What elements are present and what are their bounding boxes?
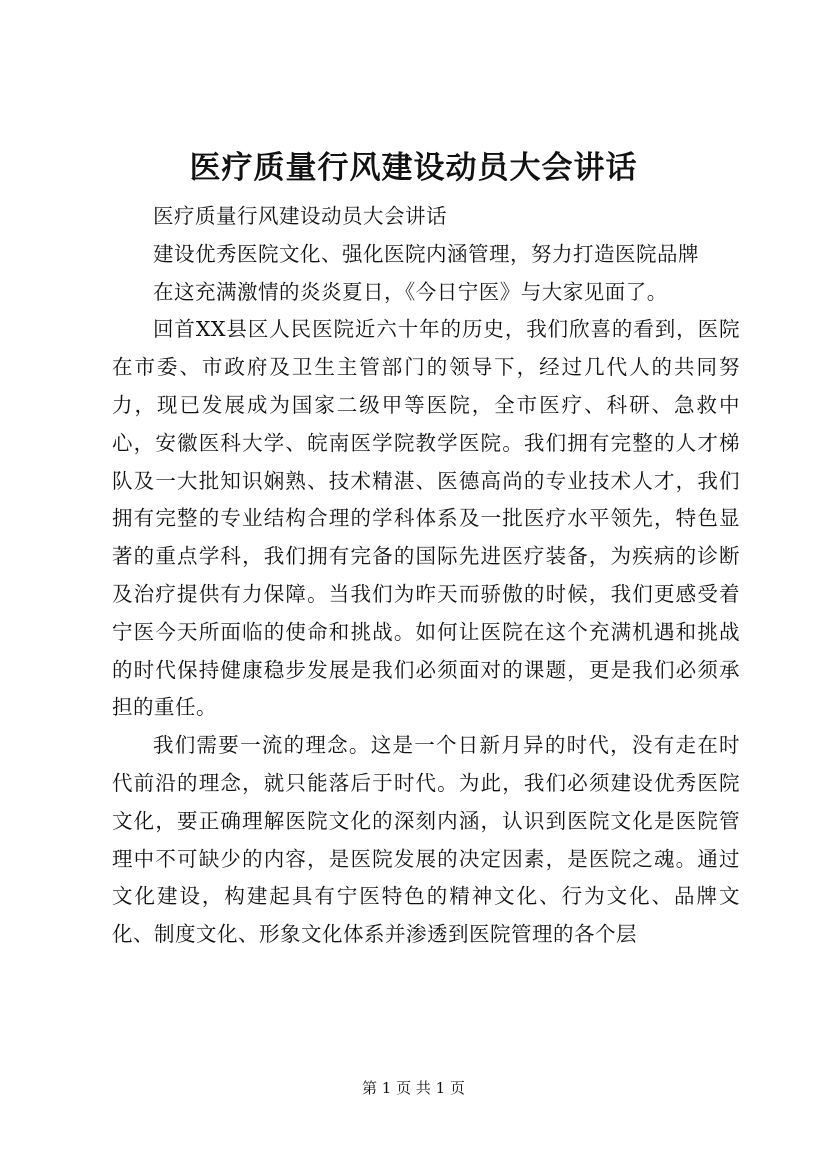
page-number-footer: 第 1 页 共 1 页	[362, 1079, 465, 1097]
paragraph-history: 回首XX县区人民医院近六十年的历史，我们欣喜的看到，医院在市委、市政府及卫生主管部门的领导下，经过几代人的共同努力，现已发展成为国家二级甲等医院，全市医疗、科研、急救中心，安徽医科大学、皖南医学院教学医院。我们拥有完整的人才梯队及一大批知识娴熟、技术精湛、医德高尚的专业技术人才，我们拥有完整的专业结构合理的学科体系及一批医疗水平领先，特色显著的重点学科，我们拥有完备的国际先进医疗装备，为疾病的诊断及治疗提供有力保障。当我们为昨天而骄傲的时候，我们更感受着宁医今天所面临的使命和挑战。如何让医院在这个充满机遇和挑战的时代保持健康稳步发展是我们必须面对的课题，更是我们必须承担的重任。	[112, 317, 740, 720]
paragraph-subtitle: 医疗质量行风建设动员大会讲话	[153, 204, 447, 228]
document-title: 医疗质量行风建设动员大会讲话	[189, 150, 638, 186]
paragraph-intro: 在这充满激情的炎炎夏日，《今日宁医》与大家见面了。	[153, 279, 668, 304]
paragraph-philosophy: 我们需要一流的理念。这是一个日新月异的时代，没有走在时代前沿的理念，就只能落后于时代。为此，我们必须建设优秀医院文化，要正确理解医院文化的深刻内涵，认识到医院文化是医院管理中不可缺少的内容，是医院发展的决定因素，是医院之魂。通过文化建设，构建起具有宁医特色的精神文化、行为文化、品牌文化、制度文化、形象文化体系并渗透到医院管理的各个层	[112, 733, 740, 947]
paragraph-theme: 建设优秀医院文化、强化医院内涵管理，努力打造医院品牌	[153, 241, 699, 266]
document-body	[112, 198, 740, 954]
